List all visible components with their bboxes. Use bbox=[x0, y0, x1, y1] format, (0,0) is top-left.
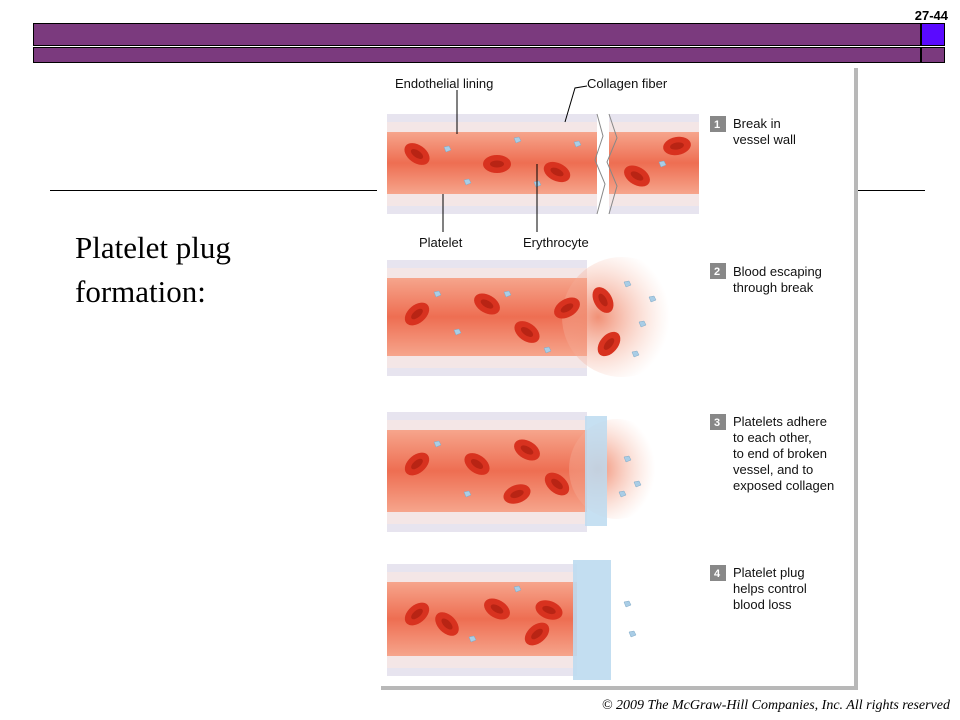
step-4-line-2: helps control bbox=[733, 581, 807, 596]
header-bar bbox=[33, 23, 921, 46]
step-2-line-2: through break bbox=[733, 280, 814, 295]
label-endothelial: Endothelial lining bbox=[395, 76, 494, 91]
step-1-number: 1 bbox=[714, 119, 721, 131]
label-collagen: Collagen fiber bbox=[587, 76, 668, 91]
step-4-number: 4 bbox=[714, 568, 721, 580]
step-2-number: 2 bbox=[714, 266, 721, 278]
divider-left bbox=[50, 190, 378, 191]
step-4-line-3: blood loss bbox=[733, 597, 792, 612]
step-1-line-2: vessel wall bbox=[733, 132, 796, 147]
step-3-line-5: exposed collagen bbox=[733, 478, 835, 493]
label-platelet: Platelet bbox=[419, 235, 463, 250]
platelet-plug-figure bbox=[377, 64, 854, 686]
step-3-line-2: to each other, bbox=[733, 430, 812, 445]
figure-svg bbox=[377, 64, 854, 686]
slide-title bbox=[75, 226, 365, 314]
step-2-line-1: Blood escaping bbox=[733, 264, 822, 279]
panel-1-vessel bbox=[387, 86, 699, 232]
header-thin-bar bbox=[33, 47, 921, 63]
divider-right bbox=[855, 190, 925, 191]
panel-3-vessel bbox=[387, 412, 665, 532]
header-accent-square bbox=[921, 23, 945, 46]
header-thin-square bbox=[921, 47, 945, 63]
step-4-line-1: Platelet plug bbox=[733, 565, 805, 580]
title-line-2: formation: bbox=[75, 274, 206, 309]
step-3-number: 3 bbox=[714, 417, 721, 429]
title-line-1: Platelet plug bbox=[75, 230, 231, 265]
step-3-line-1: Platelets adhere bbox=[733, 414, 827, 429]
panel-2-vessel bbox=[387, 257, 682, 377]
step-1-line-1: Break in bbox=[733, 116, 781, 131]
step-3-line-4: vessel, and to bbox=[733, 462, 814, 477]
step-3-line-3: to end of broken bbox=[733, 446, 827, 461]
copyright-notice: © 2009 The McGraw-Hill Companies, Inc. All rights reserved bbox=[601, 698, 950, 713]
label-erythrocyte: Erythrocyte bbox=[523, 235, 589, 250]
slide-number: 27-44 bbox=[914, 8, 948, 23]
panel-4-vessel bbox=[387, 560, 636, 680]
